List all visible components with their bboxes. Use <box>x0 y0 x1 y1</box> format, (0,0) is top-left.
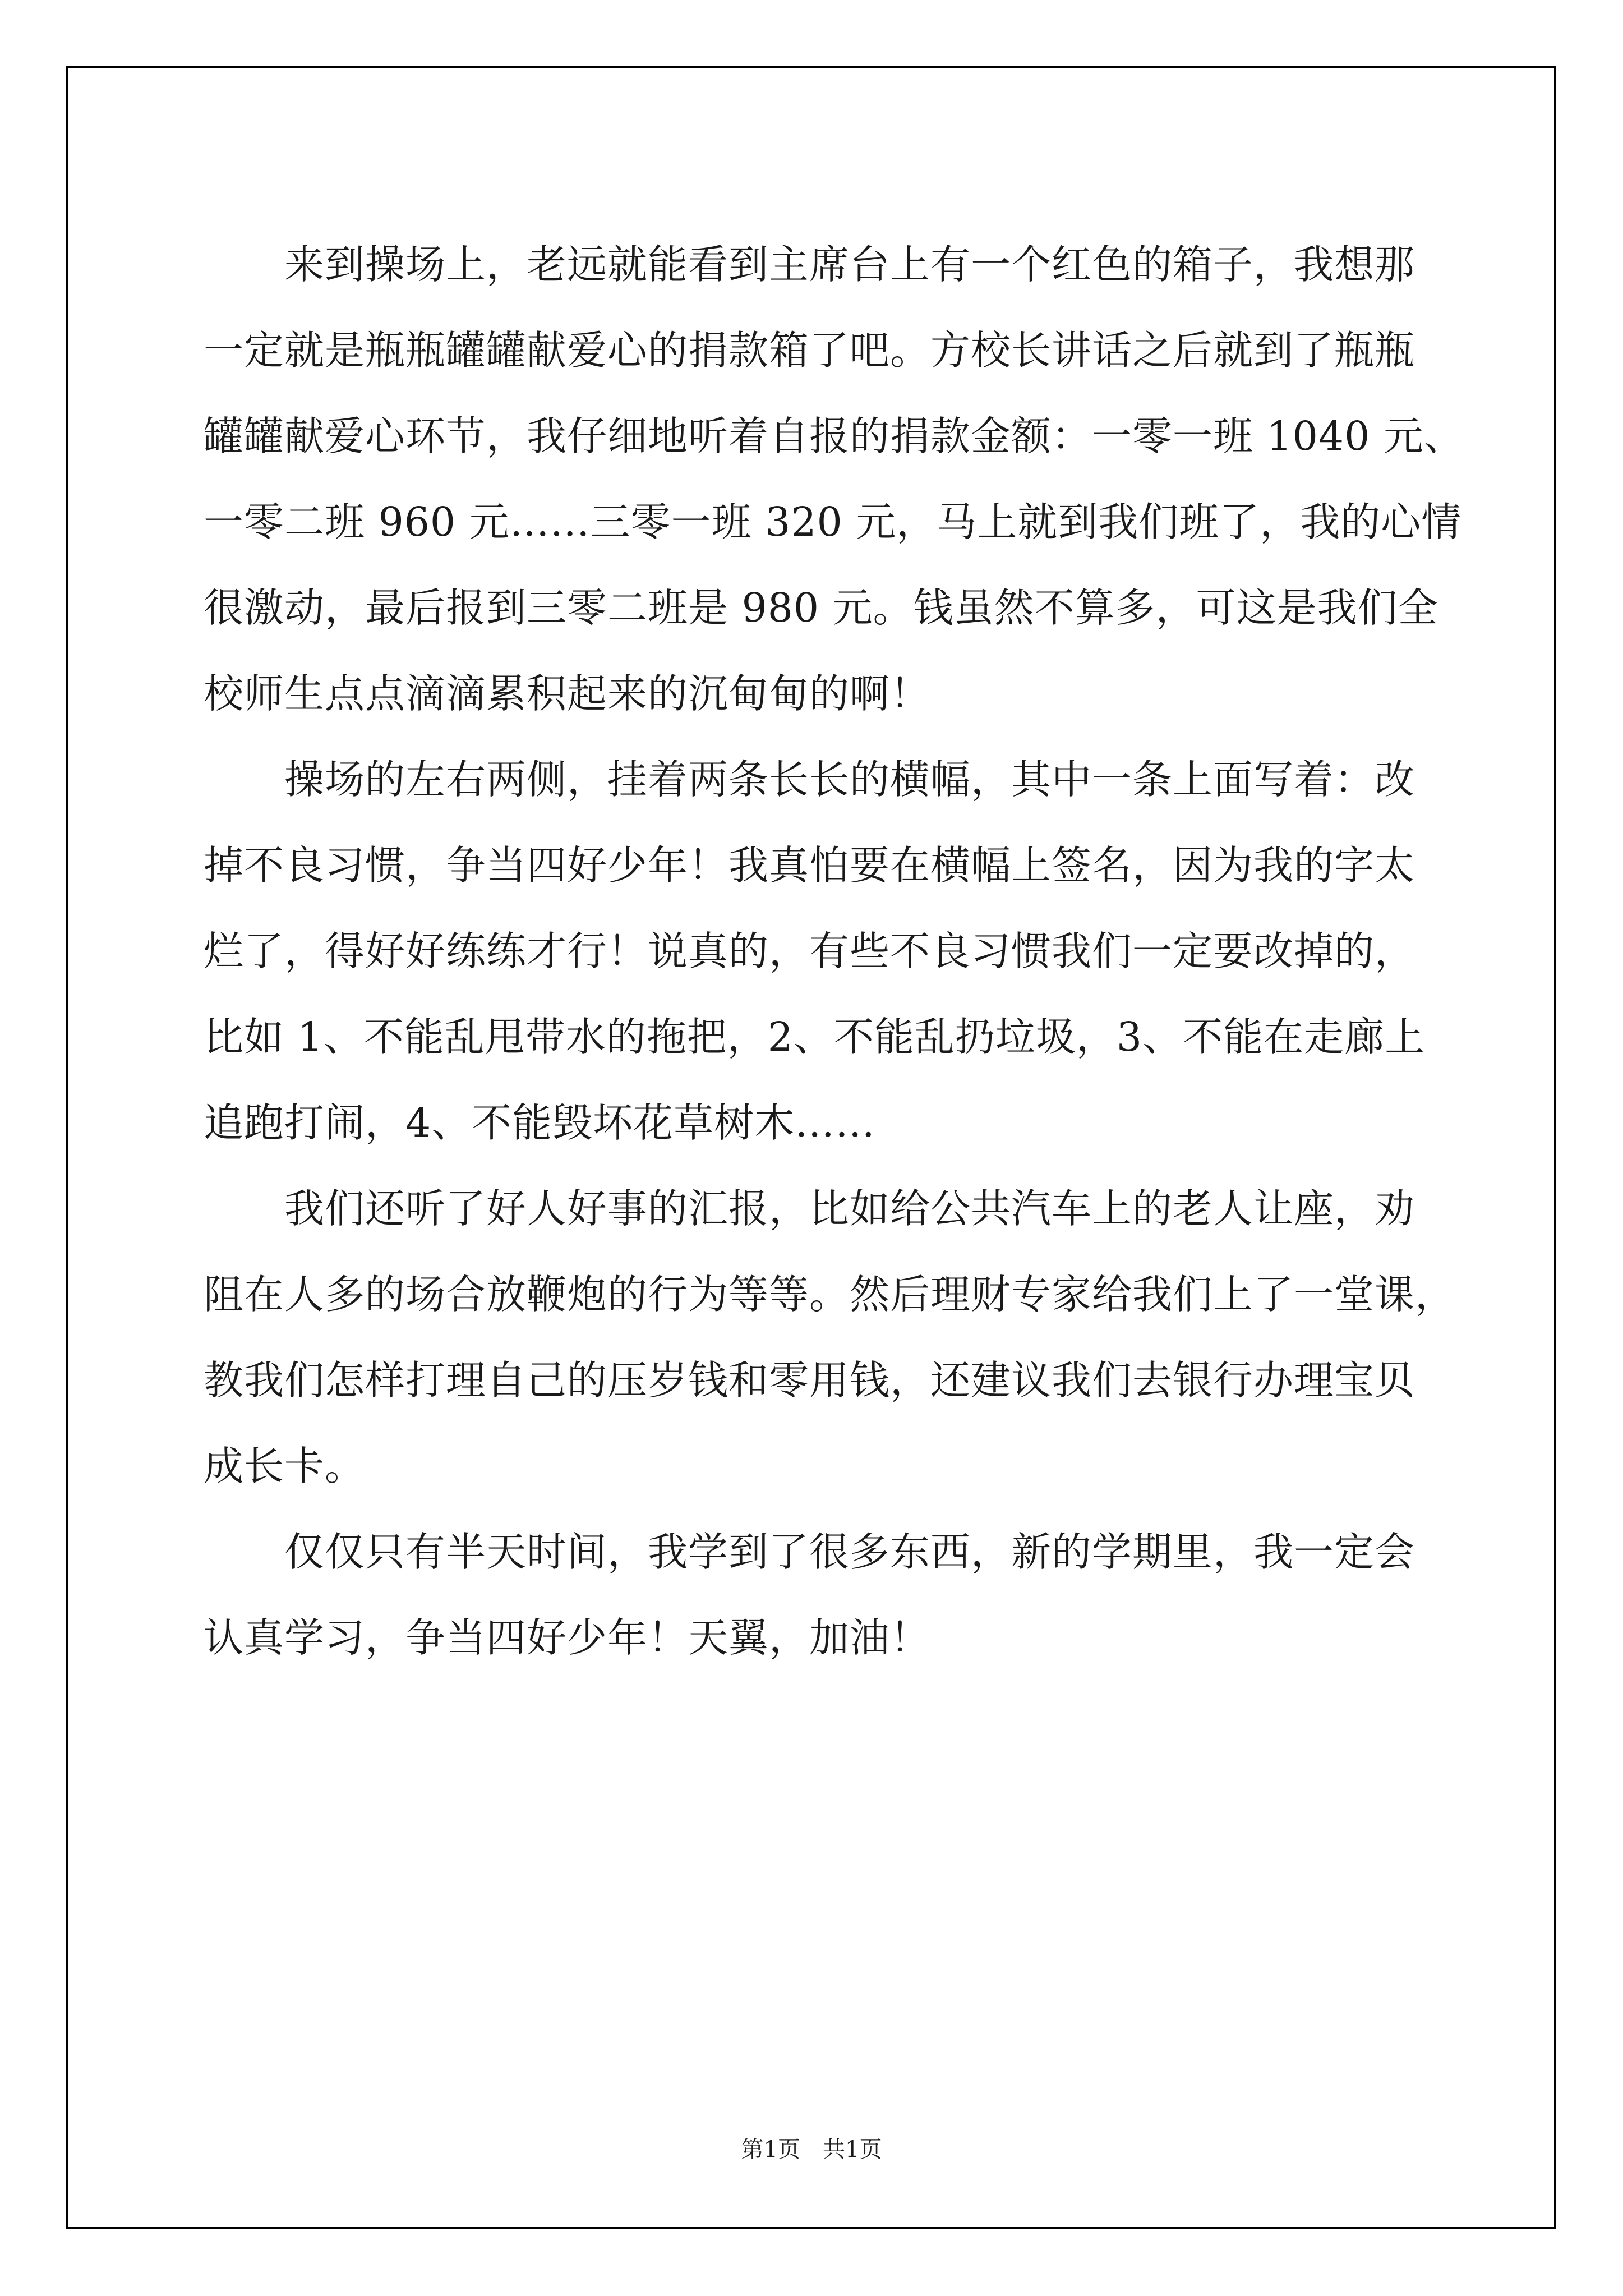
text-line: 比如 1、不能乱甩带水的拖把，2、不能乱扔垃圾，3、不能在走廊上 <box>204 1014 1426 1060</box>
text-line: 烂了，得好好练练才行！说真的，有些不良习惯我们一定要改掉的， <box>204 928 1415 974</box>
text-line: 一零二班 960 元……三零一班 320 元，马上就到我们班了，我的心情 <box>204 499 1462 545</box>
text-line: 掉不良习惯，争当四好少年！我真怕要在横幅上签名，因为我的字太 <box>204 842 1415 889</box>
page-total: 共1页 <box>823 2137 882 2162</box>
text-line: 校师生点点滴滴累积起来的沉甸甸的啊！ <box>204 670 931 717</box>
paragraph-2 <box>204 737 1437 1166</box>
text-line: 认真学习，争当四好少年！天翼，加油！ <box>204 1614 931 1661</box>
page-number: 第1页 <box>741 2137 800 2162</box>
text-line: 教我们怎样打理自己的压岁钱和零用钱，还建议我们去银行办理宝贝 <box>204 1357 1415 1404</box>
text-line: 操场的左右两侧，挂着两条长长的横幅，其中一条上面写着：改 <box>284 756 1415 803</box>
text-line: 来到操场上，老远就能看到主席台上有一个红色的箱子，我想那 <box>284 241 1415 288</box>
text-line: 仅仅只有半天时间，我学到了很多东西，新的学期里，我一定会 <box>284 1529 1415 1575</box>
document-body <box>204 222 1464 1681</box>
text-line: 阻在人多的场合放鞭炮的行为等等。然后理财专家给我们上了一堂课， <box>204 1271 1456 1318</box>
text-line: 一定就是瓶瓶罐罐献爱心的捐款箱了吧。方校长讲话之后就到了瓶瓶 <box>204 327 1415 374</box>
text-line: 成长卡。 <box>204 1443 366 1489</box>
text-line: 我们还听了好人好事的汇报，比如给公共汽车上的老人让座，劝 <box>284 1185 1415 1232</box>
paragraph-1 <box>204 222 1464 737</box>
page-footer <box>0 2132 1623 2164</box>
text-line: 追跑打闹，4、不能毁坏花草树木…… <box>204 1099 876 1146</box>
text-line: 很激动，最后报到三零二班是 980 元。钱虽然不算多，可这是我们全 <box>204 585 1438 631</box>
paragraph-3 <box>204 1166 1456 1509</box>
text-line: 罐罐献爱心环节，我仔细地听着自报的捐款金额：一零一班 1040 元、 <box>204 413 1464 459</box>
paragraph-4 <box>204 1509 1437 1681</box>
